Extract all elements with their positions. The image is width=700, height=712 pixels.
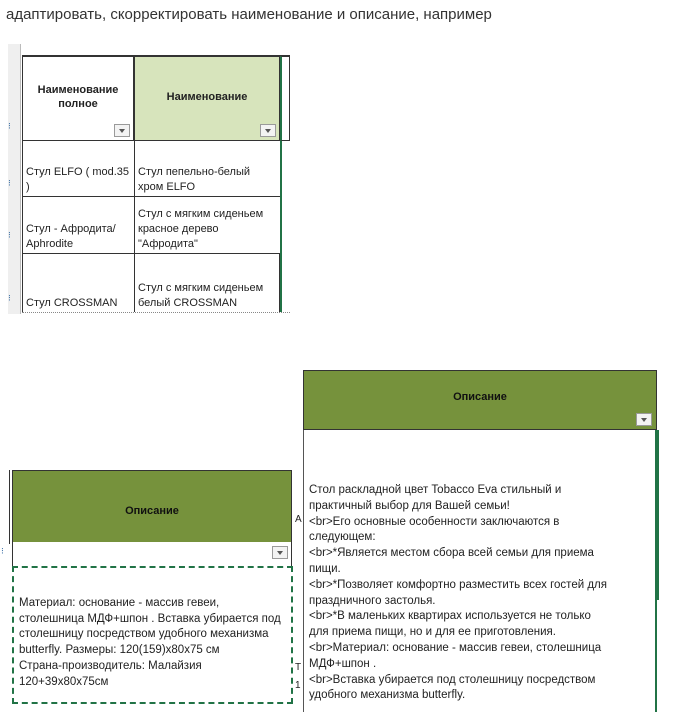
desc-line: МДФ+шпон . — [309, 657, 377, 670]
row3-full: Стул CROSSMAN — [26, 297, 118, 309]
row2-full-cell[interactable] — [22, 197, 134, 254]
row2-name: Стул с мягким сиденьем красное дерево "Афродита" — [138, 208, 264, 250]
description-cell[interactable] — [12, 566, 293, 704]
row3-name: Стул с мягким сиденьем белый CROSSMAN — [138, 282, 264, 309]
desc-line: Стол раскладной цвет Tobacco Eva стильный и — [309, 484, 562, 496]
row3-name-cell[interactable] — [134, 254, 280, 312]
row1-name-cell[interactable] — [134, 141, 280, 197]
row-marker: ⁝ — [8, 230, 11, 240]
left-strip — [0, 470, 10, 544]
header-description-lower — [12, 542, 292, 566]
row-marker: ⁝ — [8, 178, 11, 188]
desc-line: праздничного застолья. — [309, 594, 436, 607]
row1-name: Стул пепельно-белый хром ELFO — [138, 166, 251, 193]
top-partial-row — [22, 44, 290, 56]
desc-line: практичный выбор для Вашей семьи! — [309, 499, 510, 512]
right-edge-selection — [655, 430, 659, 600]
spreadsheet-snippet-1 — [8, 44, 290, 316]
row3-full-cell[interactable] — [22, 254, 134, 312]
filter-dropdown-icon[interactable] — [636, 413, 652, 426]
row-marker: 1 — [295, 680, 301, 691]
header-description2-cell[interactable] — [303, 370, 657, 430]
clipped-column — [280, 141, 290, 312]
header-next-cell — [280, 56, 290, 141]
header-description: Описание — [125, 505, 179, 517]
filter-dropdown-icon[interactable] — [114, 124, 130, 137]
desc-line: удобного механизма butterfly. — [309, 689, 466, 702]
desc-line: <br>*В маленьких квартирах используется не только — [309, 610, 591, 623]
description2-lines — [309, 483, 655, 704]
desc-line: <br>Вставка убирается под столешницу посредством — [309, 673, 596, 686]
header-full-name-cell[interactable] — [22, 56, 134, 141]
intro-text: адаптировать, скорректировать наименование и описание, например — [6, 6, 492, 23]
description2-cell[interactable] — [303, 430, 657, 712]
row1-full-cell[interactable] — [22, 141, 134, 197]
desc-line: <br>Материал: основание - массив гевеи, столешница — [309, 641, 602, 654]
filter-dropdown-icon[interactable] — [260, 124, 276, 137]
row-marker: A — [295, 514, 302, 525]
header-description2: Описание — [453, 391, 507, 403]
row-marker: T — [295, 662, 302, 673]
desc-line: следующем: — [309, 531, 376, 544]
desc-line: <br>*Является местом сбора всей семьи для приема — [309, 547, 594, 560]
desc-line: пищи. — [309, 562, 341, 575]
spreadsheet-snippet-3 — [303, 368, 659, 712]
header-name: Наименование — [166, 91, 248, 103]
description-text: Материал: основание - массив гевеи, столешница МДФ+шпон . Вставка убирается под столешницу посредством удобного механизма butterfly. Размеры: 120(159)x80x75 см Страна-производитель: Малайзия 120+39x80x75см — [19, 596, 281, 688]
desc-line: <br>Его основные особенности заключаются в — [309, 515, 560, 528]
header-name-cell[interactable] — [134, 56, 280, 141]
row1-full: Стул ELFO ( mod.35 ) — [26, 166, 130, 193]
desc-line: <br>*Позволяет комфортно разместить всех гостей для — [309, 578, 607, 591]
header-full-name: Наименование полное — [37, 84, 119, 110]
row-marker: ⁝ — [8, 293, 11, 303]
bottom-dotted-edge — [22, 312, 290, 314]
row2-full: Стул - Афродита/ Aphrodite — [26, 223, 116, 250]
desc-line: для приема пищи, но и для ее приготовления. — [309, 626, 556, 639]
spreadsheet-snippet-2 — [0, 466, 302, 712]
row2-name-cell[interactable] — [134, 197, 280, 254]
filter-dropdown-icon[interactable] — [272, 546, 288, 559]
row-marker: ⁝ — [8, 121, 11, 131]
row-marker: ⁝ — [1, 546, 4, 556]
